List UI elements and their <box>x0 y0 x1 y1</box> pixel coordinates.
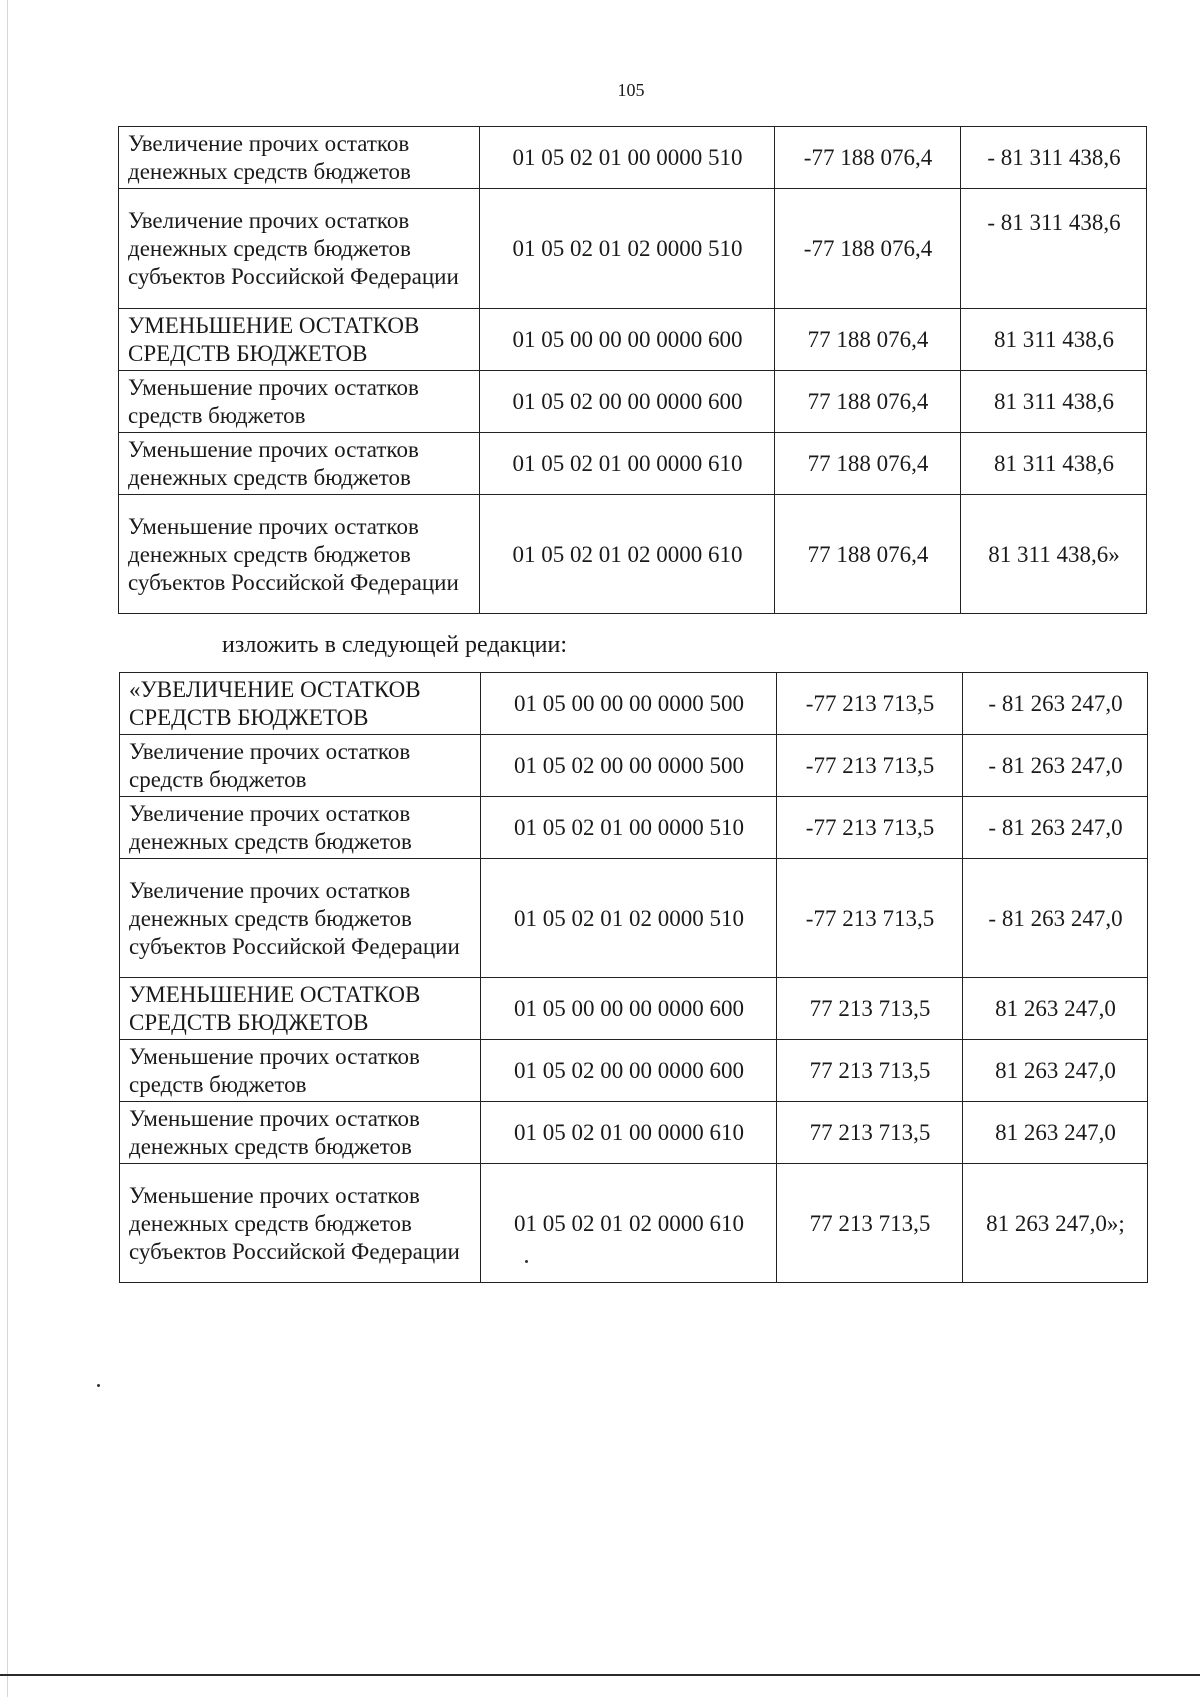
table-row <box>120 859 1148 978</box>
row-name: УМЕНЬШЕНИЕ ОСТАТКОВ СРЕДСТВ БЮДЖЕТОВ <box>119 309 480 371</box>
table-row <box>120 735 1148 797</box>
table-row <box>119 127 1147 189</box>
row-name: Увеличение прочих остатков денежных средств бюджетов <box>120 797 481 859</box>
row-value-2022: -77 213 713,5 <box>777 797 963 859</box>
row-code: 01 05 02 01 02 0000 510 <box>480 189 775 309</box>
row-value-2023: - 81 263 247,0 <box>963 673 1148 735</box>
row-name: Увеличение прочих остатков денежных средств бюджетов <box>119 127 480 189</box>
amendment-caption: изложить в следующей редакции: <box>222 632 568 658</box>
row-value-2023: 81 263 247,0 <box>963 978 1148 1040</box>
row-code: 01 05 02 01 02 0000 510 <box>481 859 777 978</box>
table-row <box>119 189 1147 309</box>
row-code: 01 05 02 00 00 0000 600 <box>480 371 775 433</box>
row-value-2022: 77 213 713,5 <box>777 1102 963 1164</box>
footer-rule <box>0 1674 1200 1676</box>
table-row <box>120 1164 1148 1283</box>
row-code: 01 05 02 01 00 0000 610 <box>480 433 775 495</box>
row-value-2022: 77 213 713,5 <box>777 1040 963 1102</box>
row-code: 01 05 00 00 00 0000 500 <box>481 673 777 735</box>
row-value-2022: 77 188 076,4 <box>775 495 961 614</box>
row-value-2023: 81 263 247,0 <box>963 1102 1148 1164</box>
table-row <box>120 797 1148 859</box>
row-value-2023: 81 263 247,0»; <box>963 1164 1148 1283</box>
row-code: 01 05 00 00 00 0000 600 <box>481 978 777 1040</box>
row-name: Уменьшение прочих остатков средств бюджетов <box>119 371 480 433</box>
row-value-2023: - 81 263 247,0 <box>963 859 1148 978</box>
table-row <box>119 371 1147 433</box>
row-value-2022: -77 213 713,5 <box>777 859 963 978</box>
row-name: Уменьшение прочих остатков денежных средств бюджетов субъектов Российской Федерации <box>120 1164 481 1283</box>
table-row <box>120 978 1148 1040</box>
table-row <box>120 1102 1148 1164</box>
sources-table-old <box>118 126 1147 614</box>
row-code: 01 05 02 01 00 0000 610 <box>481 1102 777 1164</box>
scan-speck <box>97 1384 100 1387</box>
table-row <box>119 309 1147 371</box>
row-name: Уменьшение прочих остатков средств бюджетов <box>120 1040 481 1102</box>
row-value-2022: -77 188 076,4 <box>775 127 961 189</box>
row-value-2023: 81 311 438,6 <box>961 433 1147 495</box>
scan-left-edge <box>7 0 8 1697</box>
table-row <box>120 1040 1148 1102</box>
row-value-2023: - 81 311 438,6 <box>961 127 1147 189</box>
row-value-2022: 77 188 076,4 <box>775 371 961 433</box>
row-name: Увеличение прочих остатков денежных средств бюджетов субъектов Российской Федерации <box>120 859 481 978</box>
row-code: 01 05 02 01 02 0000 610 <box>480 495 775 614</box>
row-value-2022: 77 188 076,4 <box>775 309 961 371</box>
row-code: 01 05 02 01 00 0000 510 <box>481 797 777 859</box>
page-number: 105 <box>617 80 645 100</box>
row-name: Увеличение прочих остатков средств бюджетов <box>120 735 481 797</box>
scan-speck <box>525 1260 528 1263</box>
table-row <box>119 433 1147 495</box>
row-value-2023: 81 311 438,6 <box>961 309 1147 371</box>
row-code: 01 05 02 00 00 0000 600 <box>481 1040 777 1102</box>
row-value-2023: - 81 263 247,0 <box>963 735 1148 797</box>
row-value-2022: 77 188 076,4 <box>775 433 961 495</box>
row-name: Уменьшение прочих остатков денежных средств бюджетов <box>120 1102 481 1164</box>
row-name: «УВЕЛИЧЕНИЕ ОСТАТКОВ СРЕДСТВ БЮДЖЕТОВ <box>120 673 481 735</box>
row-name: Уменьшение прочих остатков денежных средств бюджетов <box>119 433 480 495</box>
row-name: Увеличение прочих остатков денежных средств бюджетов субъектов Российской Федерации <box>119 189 480 309</box>
row-code: 01 05 02 01 00 0000 510 <box>480 127 775 189</box>
row-value-2023: - 81 263 247,0 <box>963 797 1148 859</box>
row-code: 01 05 00 00 00 0000 600 <box>480 309 775 371</box>
row-value-2022: -77 188 076,4 <box>775 189 961 309</box>
row-value-2022: -77 213 713,5 <box>777 673 963 735</box>
row-value-2023: 81 263 247,0 <box>963 1040 1148 1102</box>
table-row <box>119 495 1147 614</box>
row-value-2022: 77 213 713,5 <box>777 1164 963 1283</box>
row-value-2023: 81 311 438,6» <box>961 495 1147 614</box>
row-code: 01 05 02 01 02 0000 610 <box>481 1164 777 1283</box>
table-row <box>120 673 1148 735</box>
sources-table-new <box>119 672 1148 1283</box>
row-code: 01 05 02 00 00 0000 500 <box>481 735 777 797</box>
row-name: Уменьшение прочих остатков денежных средств бюджетов субъектов Российской Федерации <box>119 495 480 614</box>
row-value-2023: 81 311 438,6 <box>961 371 1147 433</box>
row-value-2022: 77 213 713,5 <box>777 978 963 1040</box>
row-value-2023: - 81 311 438,6 <box>961 189 1147 309</box>
row-name: УМЕНЬШЕНИЕ ОСТАТКОВ СРЕДСТВ БЮДЖЕТОВ <box>120 978 481 1040</box>
row-value-2022: -77 213 713,5 <box>777 735 963 797</box>
